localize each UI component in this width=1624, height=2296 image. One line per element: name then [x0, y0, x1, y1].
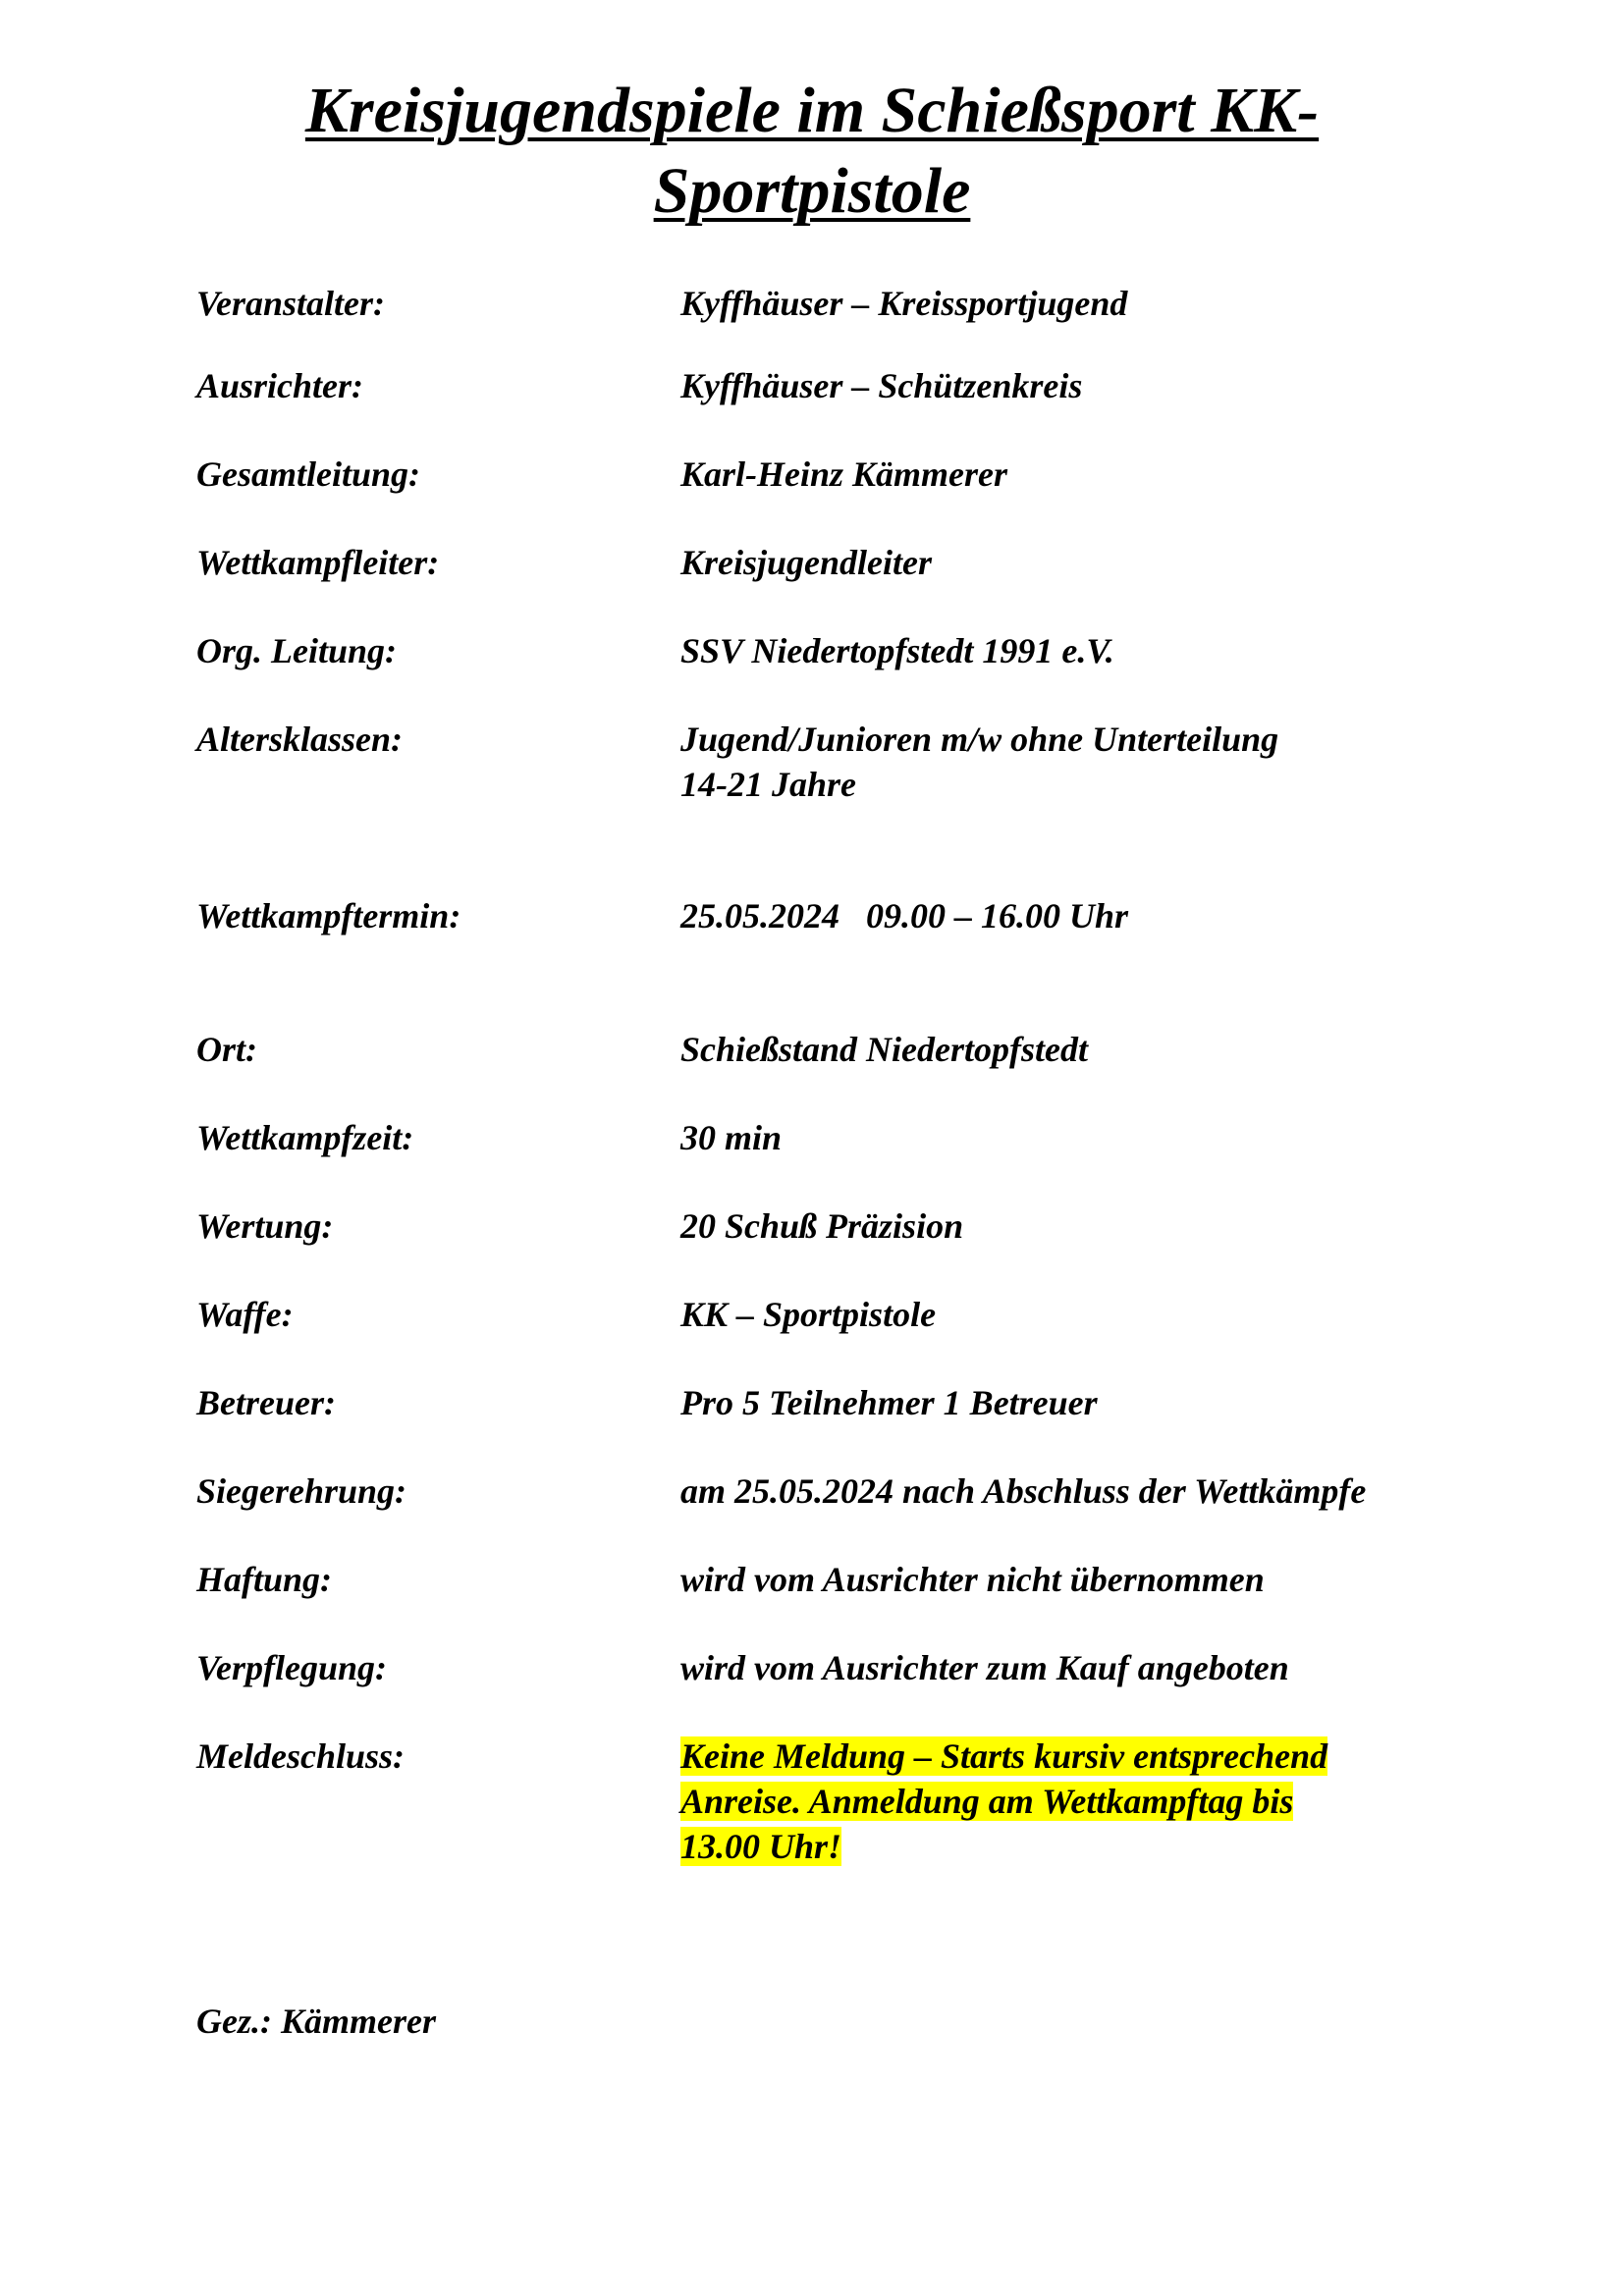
field-label: Waffe:	[196, 1295, 294, 1334]
field-label: Siegerehrung:	[196, 1471, 407, 1511]
field-value: wird vom Ausrichter nicht übernommen	[680, 1560, 1265, 1599]
field-value: 30 min	[680, 1118, 783, 1157]
field-value: Jugend/Junioren m/w ohne Unterteilung 14-21 Jahre	[680, 720, 1279, 804]
highlighted-text: Keine Meldung – Starts kursiv entsprechend	[680, 1736, 1328, 1776]
field-value: 20 Schuß Präzision	[680, 1206, 964, 1246]
field-value: am 25.05.2024 nach Abschluss der Wettkämpfe	[680, 1471, 1367, 1511]
field-value: Kyffhäuser – Kreissportjugend	[680, 284, 1128, 323]
signature: Gez.: Kämmerer	[196, 2002, 436, 2041]
field-value: Schießstand Niedertopfstedt	[680, 1030, 1088, 1069]
field-label: Wettkampftermin:	[196, 896, 461, 935]
field-value: 25.05.2024 09.00 – 16.00 Uhr	[680, 896, 1129, 935]
field-label: Meldeschluss:	[196, 1736, 406, 1776]
document-title	[0, 71, 1624, 232]
field-label: Gesamtleitung:	[196, 454, 421, 494]
field-label: Wettkampfleiter:	[196, 543, 440, 582]
title-line-1: Kreisjugendspiele im Schießsport KK-	[304, 75, 1320, 146]
title-line-2: Sportpistole	[653, 155, 971, 227]
field-value-highlighted	[680, 1734, 1466, 1869]
field-label: Haftung:	[196, 1560, 333, 1599]
field-label: Ausrichter:	[196, 366, 364, 405]
field-value: Pro 5 Teilnehmer 1 Betreuer	[680, 1383, 1098, 1422]
field-value: Karl-Heinz Kämmerer	[680, 454, 1008, 494]
field-label: Verpflegung:	[196, 1648, 388, 1687]
field-value: SSV Niedertopfstedt 1991 e.V.	[680, 631, 1114, 670]
highlighted-text: Anreise. Anmeldung am Wettkampftag bis	[680, 1782, 1294, 1821]
field-value: KK – Sportpistole	[680, 1295, 937, 1334]
field-label: Veranstalter:	[196, 284, 386, 323]
field-label: Altersklassen:	[196, 720, 404, 759]
field-value: wird vom Ausrichter zum Kauf angeboten	[680, 1648, 1289, 1687]
field-value: Kyffhäuser – Schützenkreis	[680, 366, 1083, 405]
field-label: Ort:	[196, 1030, 257, 1069]
field-label: Wertung:	[196, 1206, 334, 1246]
field-value: Kreisjugendleiter	[680, 543, 933, 582]
highlighted-text: 13.00 Uhr!	[680, 1827, 842, 1866]
field-label: Org. Leitung:	[196, 631, 398, 670]
field-label: Betreuer:	[196, 1383, 336, 1422]
field-label: Wettkampfzeit:	[196, 1118, 414, 1157]
